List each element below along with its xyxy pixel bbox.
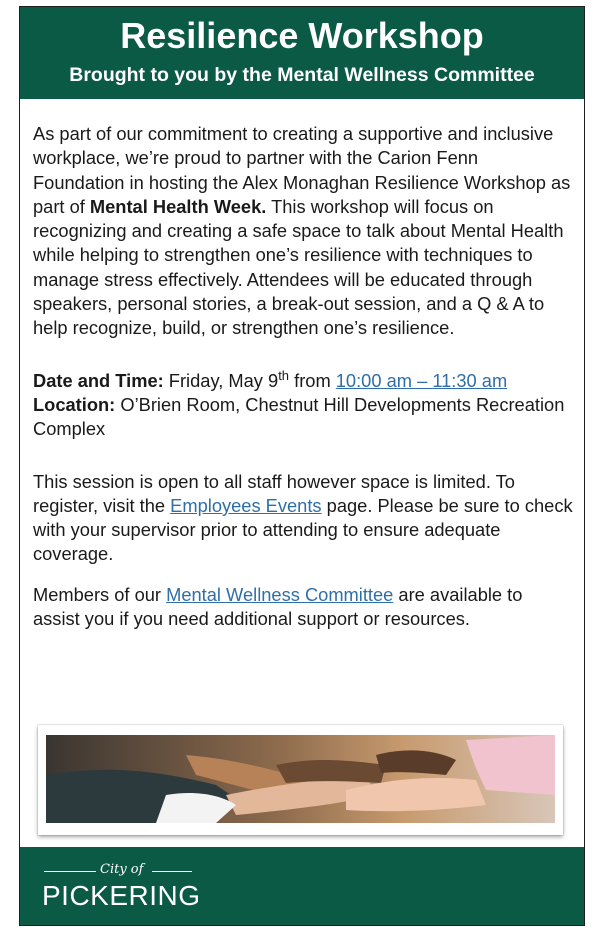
city-logo — [42, 859, 212, 915]
mental-wellness-committee-link[interactable]: Mental Wellness Committee — [166, 583, 394, 605]
location-text: O’Brien Room, Chestnut Hill Developments Recreation Complex — [33, 393, 565, 440]
page-title: Resilience Workshop — [120, 15, 484, 56]
support-rest: are available to assist you if you need additional support or resources. — [33, 583, 523, 630]
intro-bold: Mental Health Week. — [89, 195, 267, 217]
registration-paragraph — [33, 470, 573, 567]
footer-banner — [20, 847, 584, 925]
page-subtitle: Brought to you by the Mental Wellness Committee — [69, 64, 535, 86]
header-banner — [20, 7, 584, 99]
logo-wordmark: PICKERING — [42, 880, 201, 911]
logo-rule-left — [44, 871, 96, 872]
logo-city-of: City of — [100, 862, 144, 877]
employees-events-link[interactable]: Employees Events — [170, 494, 322, 516]
stacked-hands-image — [46, 735, 555, 823]
flyer-body — [33, 122, 573, 631]
date-label: Date and Time: — [33, 369, 164, 391]
registration-text: This session is open to all staff however space is limited. To register, visit the — [33, 470, 515, 516]
location-label: Location: — [33, 393, 116, 415]
intro-paragraph — [33, 122, 573, 341]
flyer — [19, 6, 585, 926]
time-link[interactable]: 10:00 am – 11:30 am — [335, 369, 508, 391]
date-superscript: th — [278, 367, 290, 383]
logo-rule-right — [152, 871, 192, 872]
hands-photo — [38, 725, 563, 835]
date-text: Friday, May 9 — [163, 369, 279, 391]
date-time-line — [33, 369, 573, 393]
intro-text: As part of our commitment to creating a supportive and inclusive workplace, we’re proud to partner with the Carion Fenn Foundation in hosting the Alex Monaghan Resilience Workshop as part of — [33, 123, 571, 217]
support-text: Members of our — [33, 583, 167, 605]
registration-rest: page. Please be sure to check with your supervisor prior to attending to ensure adequate coverage. — [33, 494, 573, 565]
location-line — [33, 393, 573, 442]
support-paragraph — [33, 583, 573, 632]
intro-rest: This workshop will focus on recognizing and creating a safe space to talk about Mental Health while helping to strengthen one’s resilience with techniques to manage stress effectively. Attendees will be educated through speakers, personal stories, a break-out session, and a Q & A to help recognize, build, or strengthen one’s resilience. — [33, 195, 564, 339]
date-from: from — [289, 369, 336, 391]
